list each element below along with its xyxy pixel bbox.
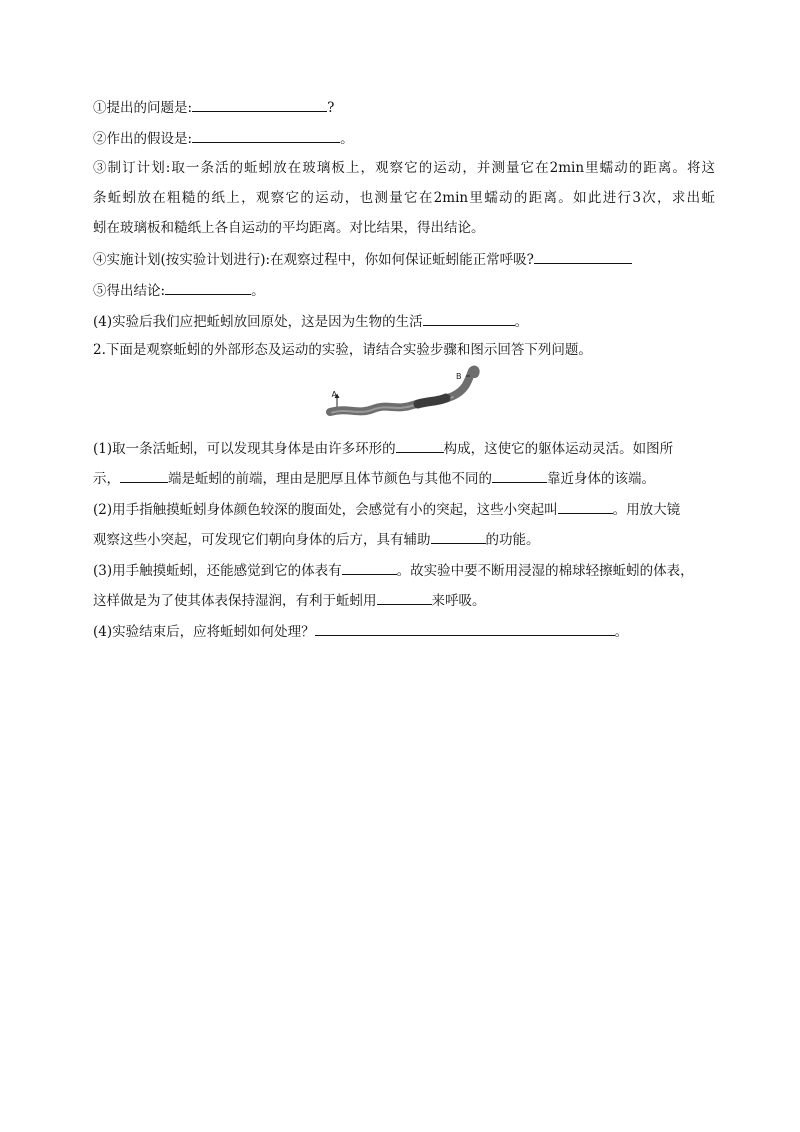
question-5-suffix: 。 [251,283,265,299]
question-3-line-2: 条蚯蚓放在粗糙的纸上，观察它的运动，也测量它在2min里蠕动的距离。如此进行3次，求出蚯 [93,190,715,206]
question-2-1-text-d: 端是蚯蚓的前端，理由是肥厚且体节颜色与其他不同的 [168,471,492,487]
question-2-3-text-a: (3)用手触摸蚯蚓，还能感觉到它的体表有 [93,563,342,579]
question-3-line-3: 蚓在玻璃板和糙纸上各自运动的平均距离。对比结果，得出结论。 [93,220,485,236]
question-2-4-suffix: 。 [614,624,629,640]
question-2-2-line-1 [93,498,715,520]
question-4-text: ④实施计划(按实验计划进行):在观察过程中，你如何保证蚯蚓能正常呼吸? [93,252,534,268]
question-2-line [93,127,715,149]
question-2-2-text-c: 观察这些小突起，可发现它们朝向身体的后方，具有辅助 [93,532,431,548]
answer-blank-2[interactable] [192,127,340,143]
question-2-1-line-2 [93,467,715,489]
question-2-1-text-b: 构成，这使它的躯体运动灵活。如图所 [443,441,674,457]
question-5-text: ⑤得出结论: [93,283,166,299]
question-2-1-text-a: (1)取一条活蚯蚓，可以发现其身体是由许多环形的 [93,441,396,457]
label-b: B [456,372,462,381]
answer-blank-2-3-a[interactable] [342,559,397,575]
question-1-text: ①提出的问题是: [93,100,193,116]
question-2-1-text-e: 靠近身体的该端。 [547,471,655,487]
question-2-1-text-c: 示， [93,471,120,487]
answer-blank-2-1-c[interactable] [492,467,547,483]
question-1-line [93,96,715,118]
question-2-suffix: 。 [340,131,354,147]
question-2-3-line-2 [93,589,715,611]
question-2-2-text-b: 。用放大镜 [612,502,681,518]
question-2-3-line-1 [93,559,715,581]
earthworm-illustration [318,363,483,425]
question-2-2-text-d: 的功能。 [485,532,540,548]
question-6-line [93,310,715,332]
answer-blank-2-1-b[interactable] [120,467,168,483]
question-2-2-text-a: (2)用手指触摸蚯蚓身体颜色较深的腹面处，会感觉有小的突起，这些小突起叫 [93,502,558,518]
question-4-line [93,248,715,270]
answer-blank-2-1-a[interactable] [396,437,444,453]
answer-blank-6[interactable] [423,310,515,326]
question-3-line-1: ③制订计划:取一条活的蚯蚓放在玻璃板上，观察它的运动，并测量它在2min里蠕动的距离。将这 [93,160,715,176]
question-2-text: ②作出的假设是: [93,131,193,147]
earthworm-figure [318,363,483,425]
answer-blank-2-2-a[interactable] [558,498,613,514]
label-a: A [331,390,337,399]
answer-blank-2-2-b[interactable] [431,528,486,544]
question-2-1-line-1 [93,437,715,459]
answer-blank-2-4[interactable] [315,620,615,636]
question-6-suffix: 。 [514,314,529,330]
question-2-4-line [93,620,715,642]
question-6-text: (4)实验后我们应把蚯蚓放回原处，这是因为生物的生活 [93,314,423,330]
question-2-3-text-b: 。故实验中要不断用浸湿的棉球轻擦蚯蚓的体表， [396,563,694,579]
question-2-3-text-d: 来呼吸。 [431,593,486,609]
question-1-suffix: ? [327,100,335,116]
answer-blank-4[interactable] [534,248,632,264]
answer-blank-5[interactable] [165,279,251,295]
question-5-line [93,279,715,301]
question-2-4-text: (4)实验结束后，应将蚯蚓如何处理？ [93,624,315,640]
question-2-2-line-2 [93,528,715,550]
answer-blank-2-3-b[interactable] [377,589,432,605]
section-2-intro: 2.下面是观察蚯蚓的外部形态及运动的实验，请结合实验步骤和图示回答下列问题。 [93,342,592,358]
question-2-3-text-c: 这样做是为了使其体表保持湿润，有利于蚯蚓用 [93,593,377,609]
answer-blank-1[interactable] [192,96,327,112]
